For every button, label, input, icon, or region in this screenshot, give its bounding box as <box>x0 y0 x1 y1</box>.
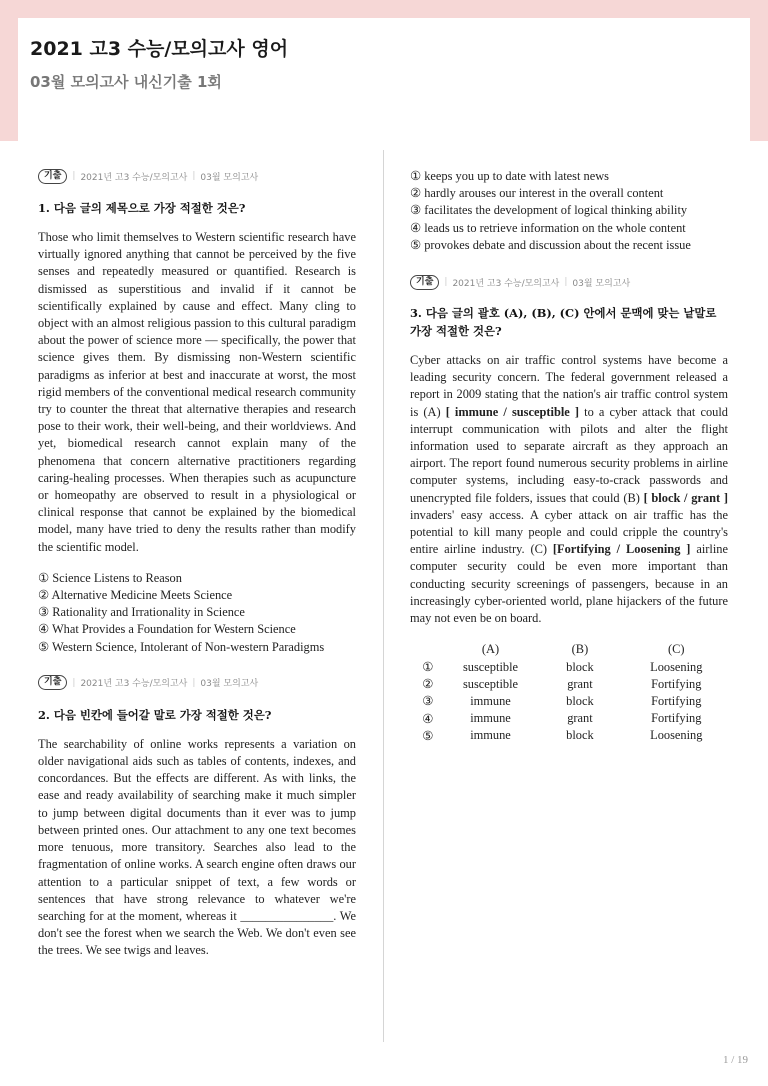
answer-number[interactable]: ③ <box>422 694 434 709</box>
answer-a: susceptible <box>462 676 519 691</box>
answer-b: block <box>566 728 594 743</box>
header-blank <box>410 641 446 658</box>
answer-c: Fortifying <box>651 693 702 708</box>
passage-text: to a cyber attack that could interrupt communication with pilots and alter the flight information used to separate aircraft as they approach an airport. The report found numerous security problems in airline computer systems, including easy-to-crack passwords and unencrypted file folders, issues that could (B) <box>410 404 728 505</box>
tag-exam: 03월 모의고사 <box>200 679 259 690</box>
exam-badge: 기출 <box>38 675 67 690</box>
choice-3[interactable]: ③ facilitates the development of logical thinking ability <box>410 203 688 218</box>
answer-b: block <box>566 659 594 674</box>
answer-table-header <box>410 641 728 658</box>
answer-c: Loosening <box>650 728 703 743</box>
choice-5[interactable]: ⑤ Western Science, Intolerant of Non-western Paradigms <box>38 639 325 654</box>
tag-separator: | <box>564 277 568 288</box>
exam-badge: 기출 <box>38 169 67 184</box>
choice-5[interactable]: ⑤ provokes debate and discussion about the recent issue <box>410 237 691 252</box>
passage-text: Cyber attacks on air traffic control systems have become a leading security concern. The federal government released a report in 2009 stating that the nation's air traffic control system is (A) <box>410 353 728 419</box>
choice-4[interactable]: ④ What Provides a Foundation for Western Science <box>38 622 296 637</box>
answer-b: block <box>566 693 594 708</box>
tag-source: 2021년 고3 수능/모의고사 <box>80 679 188 690</box>
answer-number[interactable]: ④ <box>422 711 434 726</box>
tag-separator: | <box>192 677 196 688</box>
option-a-bracket: [ immune / susceptible ] <box>445 404 580 419</box>
answer-b: grant <box>567 711 593 726</box>
choice-4[interactable]: ④ leads us to retrieve information on the whole content <box>410 220 686 235</box>
question-1-passage: Those who limit themselves to Western scientific research have virtually ignored anything that cannot be perceived by the five senses and repeatedly measured or quantified. Research is dismissed as superstitious and invalid if it cannot be scientifically explained by cause and effect. Many cling to object with an almost religious passion to this cultural paradigm about the power of science more — specifically, the power that science gives them. By dismissing non-Western scientific paradigms as inferior at best and inaccurate at worst, the most rigid members of the conventional medical research community try to counter the threat that alternative therapies and research pose to their work, their well-being, and their worldviews. And yet, biomedical research cannot explain many of the phenomena that concern alternative practitioners regarding caring-healing processes. When therapies such as acupuncture or homeopathy are observed to result in a physiological or clinical response that cannot be explained by the biomedical model, many have tried to deny the results rather than modify the scientific model. <box>38 230 356 554</box>
tag-source: 2021년 고3 수능/모의고사 <box>452 278 560 289</box>
passage-text: invaders' easy access. A cyber attack on air traffic has the potential to kill many people and could cripple the country's entire airline industry. (C) <box>410 507 728 557</box>
right-column <box>410 168 728 744</box>
answer-a: immune <box>470 728 511 743</box>
choice-1[interactable]: ① keeps you up to date with latest news <box>410 169 609 183</box>
answer-a: immune <box>470 711 511 726</box>
question-1-choices <box>38 570 356 656</box>
tag-separator: | <box>72 677 76 688</box>
answer-a: immune <box>470 693 511 708</box>
question-1-title: 1. 다음 글의 제목으로 가장 적절한 것은? <box>38 201 246 215</box>
tag-source: 2021년 고3 수능/모의고사 <box>80 172 188 183</box>
question-3-title: 3. 다음 글의 괄호 (A), (B), (C) 안에서 문맥에 맞는 낱말로 가장 적절한 것은? <box>410 306 717 339</box>
answer-c: Loosening <box>650 659 703 674</box>
question-2-choices <box>410 168 728 254</box>
tag-separator: | <box>192 171 196 181</box>
choice-1[interactable]: ① Science Listens to Reason <box>38 570 182 585</box>
header-c: (C) <box>668 642 685 657</box>
answer-c: Fortifying <box>651 711 702 726</box>
header-a: (A) <box>481 642 500 657</box>
choice-3[interactable]: ③ Rationality and Irrationality in Science <box>38 605 245 620</box>
tag-exam: 03월 모의고사 <box>200 172 259 183</box>
answer-number[interactable]: ① <box>422 660 434 675</box>
answer-number[interactable]: ⑤ <box>422 728 434 743</box>
tag-separator: | <box>72 171 76 181</box>
source-tag <box>38 675 356 691</box>
question-2-title: 2. 다음 빈칸에 들어갈 말로 가장 적절한 것은? <box>38 707 272 722</box>
source-tag <box>38 168 356 184</box>
answer-a: susceptible <box>462 659 519 674</box>
answer-row[interactable] <box>410 710 728 727</box>
answer-c: Fortifying <box>651 676 702 691</box>
tag-exam: 03월 모의고사 <box>572 278 631 289</box>
answer-row[interactable] <box>410 693 728 710</box>
answer-table <box>410 641 728 744</box>
passage-text: airline computer security could be even more important than conducting security screenings of passengers, because in an increasingly cyber-oriented world, plane hijackers of the future may not even be on board. <box>410 542 728 626</box>
page-subtitle: 03월 모의고사 내신기출 1회 <box>30 73 222 91</box>
choice-2[interactable]: ② Alternative Medicine Meets Science <box>38 588 233 603</box>
exam-badge: 기출 <box>410 275 439 290</box>
answer-b: grant <box>567 676 593 691</box>
option-c-bracket: [Fortifying / Loosening ] <box>552 542 691 557</box>
page-title: 2021 고3 수능/모의고사 영어 <box>30 38 289 60</box>
answer-row[interactable] <box>410 658 728 675</box>
answer-row[interactable] <box>410 727 728 744</box>
answer-number[interactable]: ② <box>422 677 434 692</box>
column-divider <box>383 150 384 1042</box>
page-number: 1 / 19 <box>722 1054 748 1066</box>
answer-row[interactable] <box>410 676 728 693</box>
left-column <box>38 168 356 960</box>
tag-separator: | <box>444 277 448 288</box>
question-3-passage <box>410 352 728 627</box>
choice-2[interactable]: ② hardly arouses our interest in the overall content <box>410 186 664 201</box>
question-2-passage: The searchability of online works represents a variation on older navigational aids such as tables of contents, indexes, and concordances. But the effects are different. As with links, the ease and ready availability of searching make it much simpler to jump between digital documents than it ever was to jump between printed ones. Our attachment to any one text becomes more tenuous, more transitory. Searches also lead to the fragmentation of online works. A search engine often draws our attention to a particular snippet of text, a few words or sentences that have strong relevance to whatever we're searching for at the moment, whereas it _______________. We don't see the forest when we search the Web. We don't even see the trees. We see twigs and leaves. <box>38 736 356 958</box>
source-tag <box>410 274 728 290</box>
header-b: (B) <box>571 642 589 657</box>
option-b-bracket: [ block / grant ] <box>643 490 728 505</box>
